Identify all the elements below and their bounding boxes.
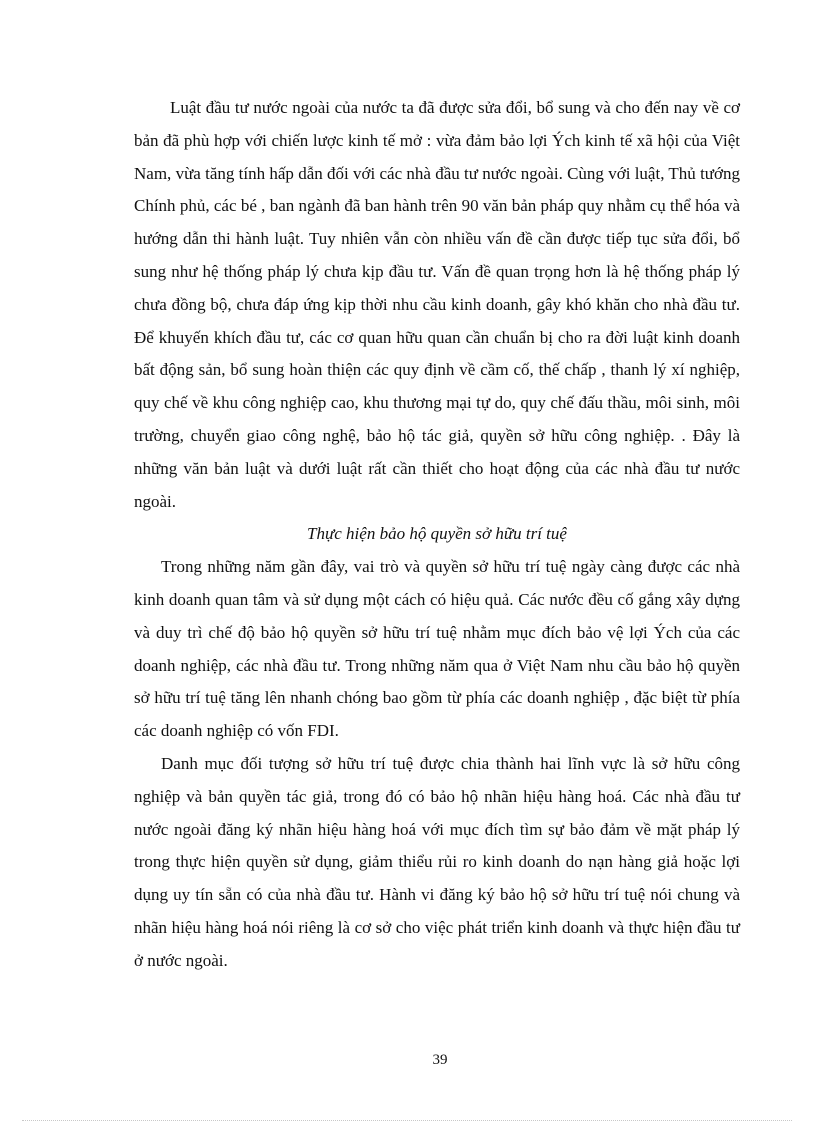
footer-divider [22, 1120, 792, 1121]
paragraph-foreign-investment-law: Luật đầu tư nước ngoài của nước ta đã được sửa đổi, bổ sung và cho đến nay về cơ bản đã phù hợp với chiến lược kinh tế mở : vừa đảm bảo lợi Ých kinh tế xã hội của Việt Nam, vừa tăng tính hấp dẫn đối với các nhà đầu tư nước ngoài. Cùng với luật, Thủ tướng Chính phủ, các bé , ban ngành đã ban hành trên 90 văn bản pháp quy nhằm cụ thể hóa và hướng dẫn thi hành luật. Tuy nhiên vẫn còn nhiều vấn đề cần được tiếp tục sửa đổi, bổ sung như hệ thống pháp lý chưa kịp đầu tư. Vấn đề quan trọng hơn là hệ thống pháp lý chưa đồng bộ, chưa đáp ứng kịp thời nhu cầu kinh doanh, gây khó khăn cho nhà đầu tư. Để khuyến khích đầu tư, các cơ quan hữu quan cần chuẩn bị cho ra đời luật kinh doanh bất động sản, bổ sung hoàn thiện các quy định về cầm cố, thế chấp , thanh lý xí nghiệp, quy chế về khu công nghiệp cao, khu thương mại tự do, quy chế đấu thầu, môi sinh, môi trường, chuyển giao công nghệ, bảo hộ tác giả, quyền sở hữu công nghiệp. . Đây là những văn bản luật và dưới luật rất cần thiết cho hoạt động của các nhà đầu tư nước ngoài. [134, 98, 740, 511]
section-heading: Thực hiện bảo hộ quyền sở hữu trí tuệ [307, 524, 567, 544]
paragraph-ip-categories: Danh mục đối tượng sở hữu trí tuệ được chia thành hai lĩnh vực là sở hữu công nghiệp và bản quyền tác giả, trong đó có bảo hộ nhãn hiệu hàng hoá. Các nhà đầu tư nước ngoài đăng ký nhãn hiệu hàng hoá với mục đích tìm sự bảo đảm về mặt pháp lý trong thực hiện quyền sử dụng, giảm thiểu rủi ro kinh doanh do nạn hàng giả hoặc lợi dụng uy tín sẵn có của nhà đầu tư. Hành vi đăng ký bảo hộ sở hữu trí tuệ nói chung và nhãn hiệu hàng hoá nói riêng là cơ sở cho việc phát triển kinh doanh và thực hiện đầu tư ở nước ngoài. [134, 753, 740, 970]
page-number: 39 [432, 1052, 448, 1068]
paragraph-ip-protection: Trong những năm gần đây, vai trò và quyền sở hữu trí tuệ ngày càng được các nhà kinh doanh quan tâm và sử dụng một cách có hiệu quả. Các nước đều cố gắng xây dựng và duy trì chế độ bảo hộ quyền sở hữu trí tuệ nhằm mục đích bảo vệ lợi Ých của các doanh nghiệp, các nhà đầu tư. Trong những năm qua ở Việt Nam nhu cầu bảo hộ quyền sở hữu trí tuệ tăng lên nhanh chóng bao gồm từ phía các doanh nghiệp , đặc biệt từ phía các doanh nghiệp có vốn FDI. [134, 557, 740, 741]
body-text [134, 92, 740, 978]
